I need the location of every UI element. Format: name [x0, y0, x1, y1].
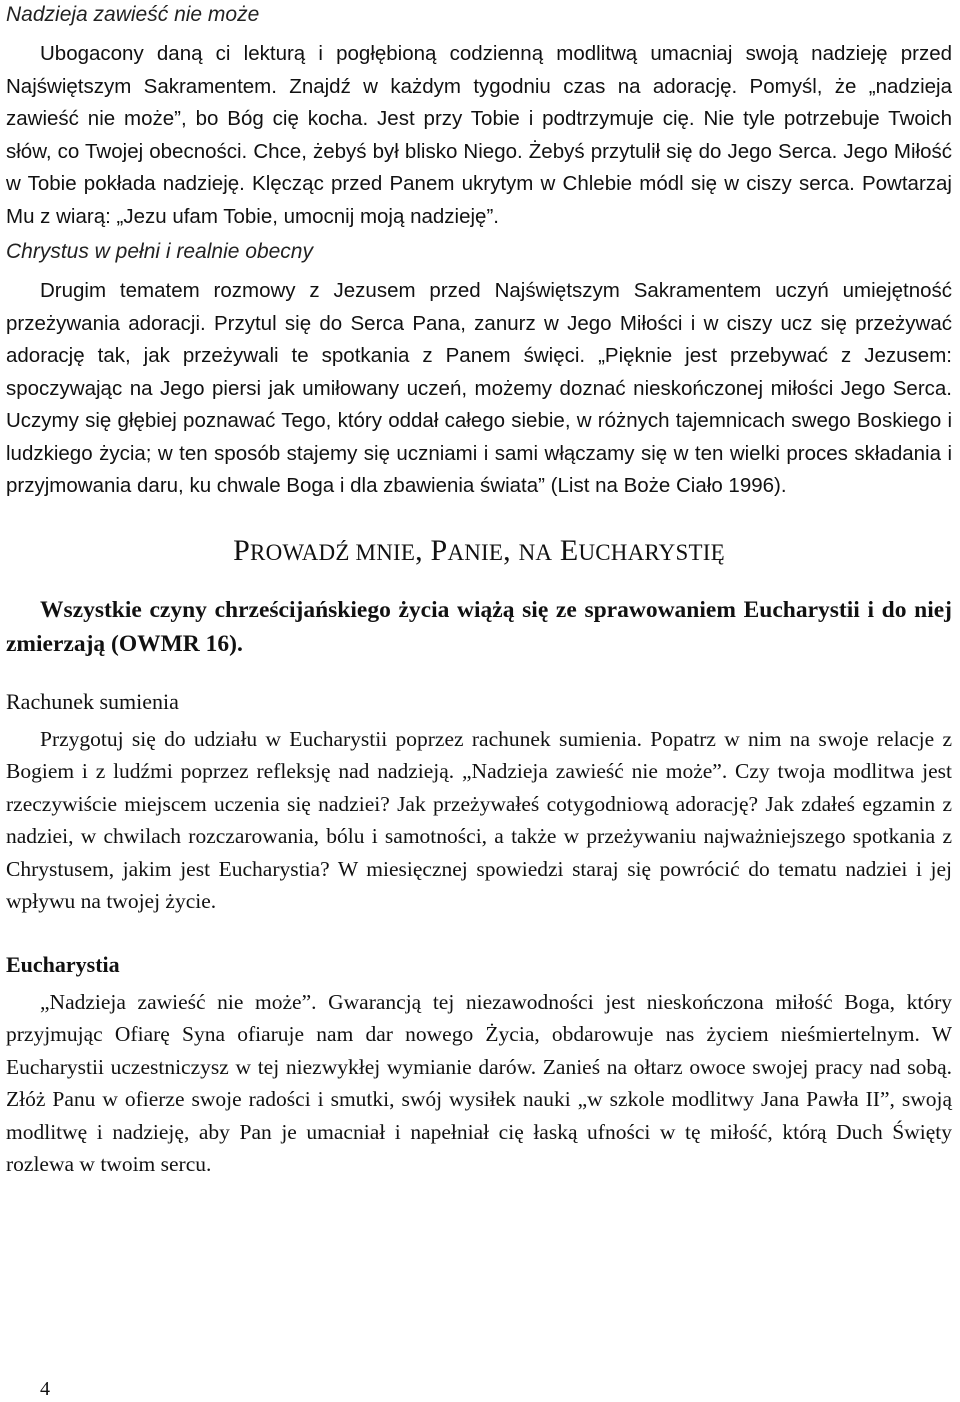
section-eucharist-heading: Eucharystia: [6, 951, 120, 977]
section-examination-body: Przygotuj się do udziału w Eucharystii poprzez rachunek sumienia. Popatrz w nim na swoje relacje z Bogiem i z ludźmi poprzez refleksję nad nadzieją. „Nadzieja zawieść nie może”. Czy twoja modlitwa jest rzeczywiście miejscem uczenia się nadziei? Jak przeżywałeś cotygodniową adorację? Jak zdałeś egzamin z nadziei, w chwilach rozczarowania, bólu i samotności, a także w przeżywaniu najważniejszego spotkania z Chrystusem, jakim jest Eucharystia? W miesięcznej spowiedzi staraj się powrócić do tematu nadziei i jej wpływu na twojej życie.: [6, 726, 952, 913]
chapter-title-part: P: [233, 533, 251, 567]
chapter-title-part: UCHARYSTIĘ: [578, 539, 725, 565]
section-examination-heading: Rachunek sumienia: [6, 688, 179, 714]
section-presence-body: Drugim tematem rozmowy z Jezusem przed Najświętszym Sakramentem uczyń umiejętność przeżywania adoracji. Przytul się do Serca Pana, zanurz w Jego Miłości i w ciszy ucz się przeżywać adorację tak, jak przeżywali te spotkania z Panem święci. „Pięknie jest przebywać z Jezusem: spoczywając na Jego piersi jak umiłowany uczeń, możemy doznać nieskończonej miłości Jego Serca. Uczymy się głębiej poznawać Tego, który oddał całego siebie, w różnych tajemnicach swego Boskiego i ludzkiego życia; w ten sposób stajemy się uczniami i sami włączamy się w ten wielki proces składania i przyjmowania daru, ku chwale Boga i dla zbawienia świata” (List na Boże Ciało 1996).: [6, 279, 952, 497]
chapter-title-part: E: [552, 533, 579, 567]
chapter-title: [6, 531, 952, 573]
section-hope-heading: Nadzieja zawieść nie może: [6, 3, 260, 26]
chapter-title-part: ROWADŹ MNIE: [250, 539, 416, 565]
section-eucharist-body: „Nadzieja zawieść nie może”. Gwarancją tej niezawodności jest nieskończona miłość Boga, który przyjmując Ofiarę Syna ofiaruje nam dar nowego Życia, obdarowuje nas życiem nieśmiertelnym. W Eucharystii uczestniczysz w tej niezwykłej wymianie darów. Zanieś na ołtarz owoce swojej pracy nad sobą. Złóż Panu w ofierze swoje radości i smutki, swój wysiłek nauki „w szkole modlitwy Jana Pawła II”, swoją modlitwę i nadzieję, aby Pan je umacniał i napełniał cię łaską ufności w tę miłość, którą Duch Święty rozlewa w twoim sercu.: [6, 989, 952, 1176]
chapter-title-part: , P: [415, 533, 448, 567]
chapter-title-part: NA: [518, 539, 553, 565]
page-number: 4: [40, 1378, 50, 1400]
section-presence-heading: Chrystus w pełni i realnie obecny: [6, 240, 313, 263]
chapter-lead: Wszystkie czyny chrześcijańskiego życia wiążą się ze sprawowaniem Eucharystii i do niej zmierzają (OWMR 16).: [6, 596, 952, 657]
section-hope-body: Ubogacony daną ci lekturą i pogłębioną codzienną modlitwą umacniaj swoją nadzieję przed Najświętszym Sakramentem. Znajdź w każdym tygodniu czas na adorację. Pomyśl, że „nadzieja zawieść nie może”, bo Bóg cię kocha. Jest przy Tobie i podtrzymuje cię. Nie tyle potrzebuje Twoich słów, co Twojej obecności. Chce, żebyś był blisko Niego. Żebyś przytulił się do Jego Serca. Jego Miłość w Tobie pokłada nadzieję. Klęcząc przed Panem ukrytym w Chlebie módl się w ciszy serca. Powtarzaj Mu z wiarą: „Jezu ufam Tobie, umocnij moją nadzieję”.: [6, 42, 952, 228]
chapter-title-part: ANIE: [447, 539, 504, 565]
chapter-title-part: ,: [503, 533, 519, 567]
